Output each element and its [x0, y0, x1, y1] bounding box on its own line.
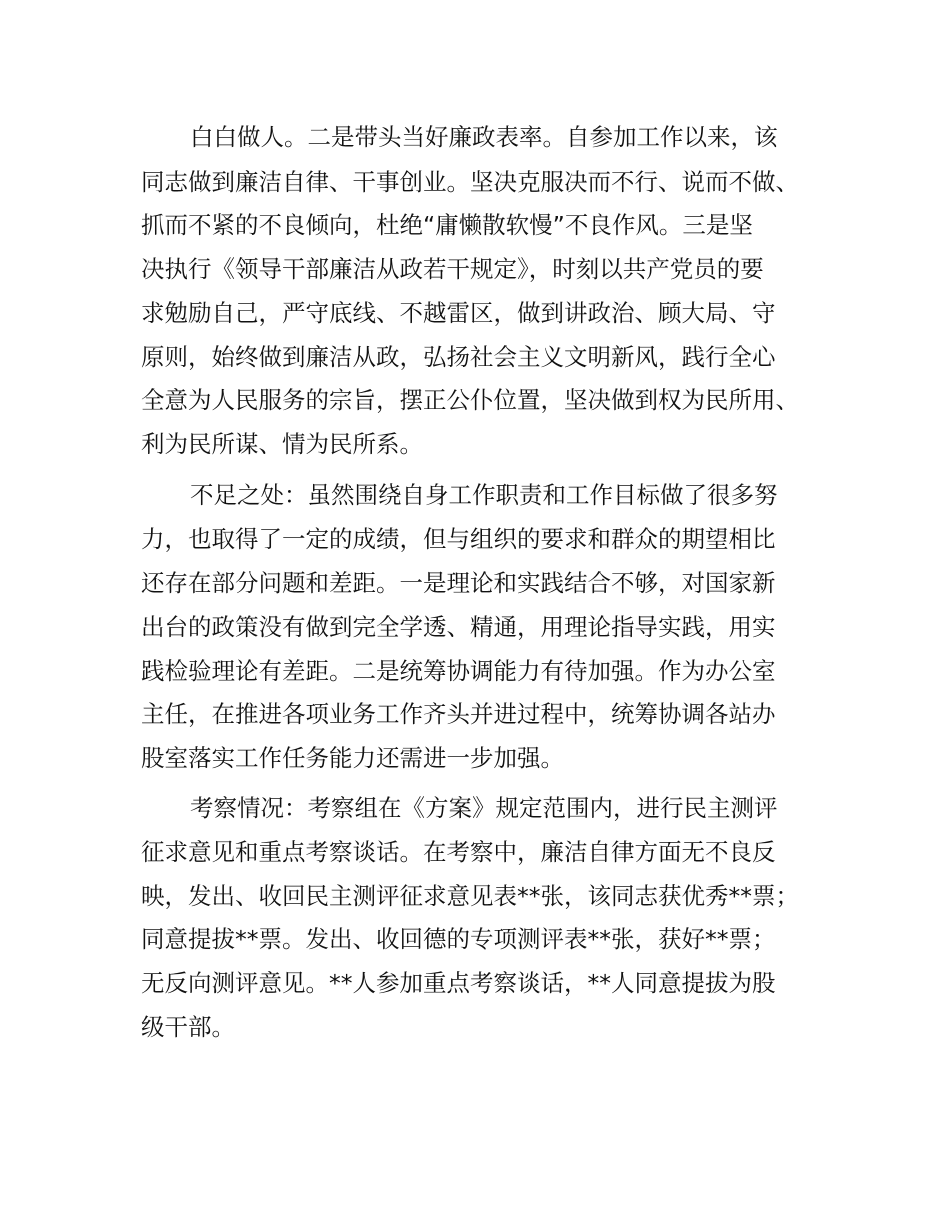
paragraph-1-line-2: 同志做到廉洁自律、干事创业。坚决克服决而不行、说而不做、 — [141, 168, 799, 196]
paragraph-3-line-6: 级干部。 — [141, 1013, 235, 1041]
paragraph-1-line-7: 全意为人民服务的宗旨，摆正公仆位置，坚决做到权为民所用、 — [141, 386, 799, 414]
paragraph-2-line-7: 股室落实工作任务能力还需进一步加强。 — [141, 744, 564, 772]
paragraph-3-line-2: 征求意见和重点考察谈话。在考察中，廉洁自律方面无不良反 — [141, 838, 776, 866]
paragraph-3-line-3: 映，发出、收回民主测评征求意见表**张，该同志获优秀**票； — [141, 882, 799, 910]
paragraph-2-line-2: 力，也取得了一定的成绩，但与组织的要求和群众的期望相比 — [141, 525, 776, 553]
paragraph-1-line-6: 原则，始终做到廉洁从政，弘扬社会主义文明新风，践行全心 — [141, 343, 776, 371]
paragraph-1-line-4: 决执行《领导干部廉洁从政若干规定》，时刻以共产党员的要 — [141, 255, 764, 283]
paragraph-1-line-3: 抓而不紧的不良倾向，杜绝“庸懒散软慢”不良作风。三是坚 — [141, 211, 753, 239]
paragraph-1-line-8: 利为民所谋、情为民所系。 — [141, 430, 423, 458]
paragraph-2-line-5: 践检验理论有差距。二是统筹协调能力有待加强。作为办公室 — [141, 657, 776, 685]
paragraph-1-line-1: 白白做人。二是带头当好廉政表率。自参加工作以来，该 — [190, 123, 778, 151]
paragraph-2-line-4: 出台的政策没有做到完全学透、精通，用理论指导实践，用实 — [141, 613, 776, 641]
paragraph-2-line-3: 还存在部分问题和差距。一是理论和实践结合不够，对国家新 — [141, 569, 776, 597]
paragraph-2-line-1: 不足之处：虽然围绕自身工作职责和工作目标做了很多努 — [190, 481, 778, 509]
paragraph-3-line-1: 考察情况：考察组在《方案》规定范围内，进行民主测评 — [190, 794, 778, 822]
paragraph-3-line-4: 同意提拔**票。发出、收回德的专项测评表**张，获好**票； — [141, 925, 776, 953]
paragraph-1-line-5: 求勉励自己，严守底线、不越雷区，做到讲政治、顾大局、守 — [141, 299, 776, 327]
paragraph-3-line-5: 无反向测评意见。**人参加重点考察谈话，**人同意提拔为股 — [141, 969, 776, 997]
paragraph-2-line-6: 主任，在推进各项业务工作齐头并进过程中，统筹协调各站办 — [141, 700, 776, 728]
